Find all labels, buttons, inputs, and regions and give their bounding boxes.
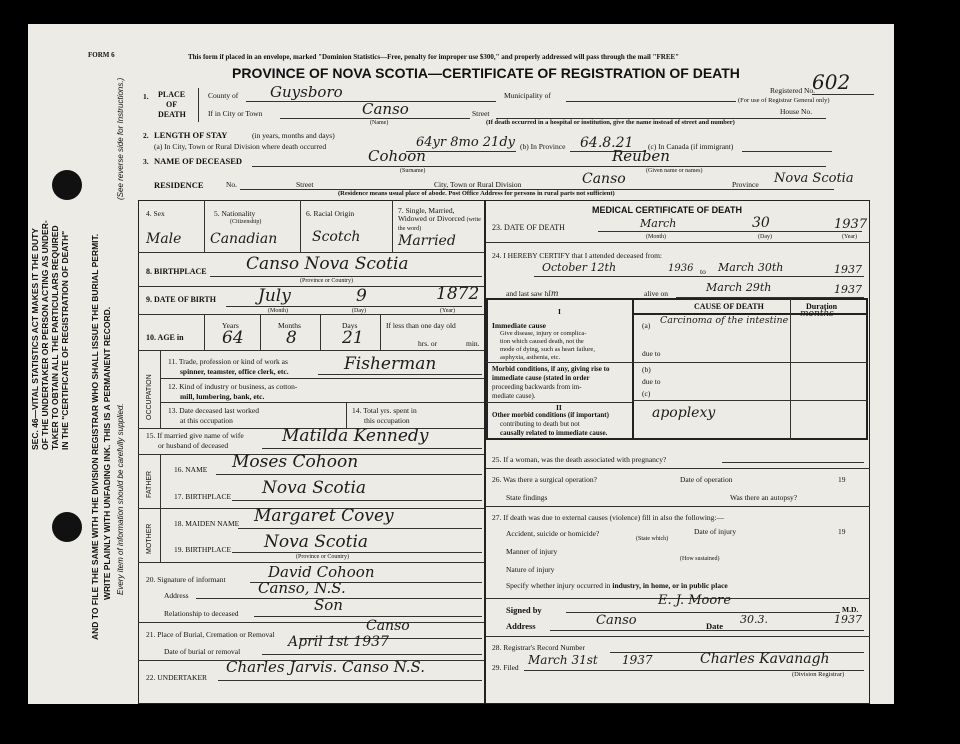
filed-label: 29. Filed [492, 663, 519, 672]
attended-from-value: October 12th [542, 261, 617, 274]
stay-a-value: 64yr 8mo 21dy [416, 135, 515, 150]
last-worked-label-2: at this occupation [180, 416, 233, 425]
cause-a-duration: months [800, 309, 834, 319]
morbid-label-4: mediate cause). [492, 392, 536, 400]
nature-of-injury-label: Nature of injury [506, 565, 555, 574]
birthplace-value: Canso Nova Scotia [246, 254, 409, 274]
residence-label: RESIDENCE [154, 180, 204, 190]
immediate-help-4: asphyxia, asthenia, etc. [500, 354, 561, 361]
county-value: Guysboro [270, 83, 343, 101]
accident-label: Accident, suicide or homicide? [506, 529, 600, 538]
signed-address-label: Address [506, 621, 536, 631]
morbid-label-2 [492, 375, 590, 382]
side-instruction-6: WRITE PLAINLY WITH UNFADING INK. THIS IS A PERMANENT RECORD. [102, 306, 112, 600]
total-years-label-2: this occupation [364, 416, 410, 425]
death-year-hint: (Year) [842, 234, 858, 240]
signed-date-label: Date [706, 621, 723, 631]
undertaker-label: 22. UNDERTAKER [146, 673, 208, 682]
postal-note: This form if placed in an envelope, marked "Dominion Statistics—Free, penalty for improper use $300," and properly addressed will pass through the mail "FREE" [188, 53, 680, 61]
mother-name-value: Margaret Covey [254, 506, 394, 526]
immediate-help-3: mode of dying, such as heart failure, [500, 346, 595, 353]
residence-no-label: No. [226, 180, 238, 189]
mother-birthplace-value: Nova Scotia [264, 532, 369, 552]
stay-num: 2. [143, 131, 149, 140]
dob-day-hint: (Day) [352, 308, 366, 314]
occupation-side-label: OCCUPATION [146, 374, 153, 420]
age-days-value: 21 [342, 328, 364, 348]
father-side-label: FATHER [146, 470, 153, 498]
attended-from-year: 1936 [668, 263, 694, 274]
other-label-3: causally related to immediate cause. [500, 429, 608, 437]
death-day: 30 [752, 215, 770, 231]
filed-value: March 31st [528, 653, 598, 667]
last-saw-year: 1937 [834, 283, 862, 296]
how-sustained-hint: (How sustained) [680, 556, 720, 562]
duration-label: Duration [806, 302, 838, 311]
street-label: Street [472, 109, 490, 118]
city-value: Canso [362, 100, 409, 118]
punch-hole-bottom [52, 512, 82, 542]
trade-label-2: spinner, teamster, office clerk, etc. [180, 367, 289, 376]
stay-b-label: (b) In Province [520, 142, 566, 151]
signed-by-value: E. J. Moore [658, 593, 732, 608]
spouse-value: Matilda Kennedy [282, 426, 429, 446]
burial-place-value: Canso [366, 618, 410, 634]
registrar-signature: Charles Kavanagh [700, 651, 830, 667]
residence-note: (Residence means usual place of abode. Post Office Address for persons in rural parts not sufficient) [338, 190, 615, 197]
age-days-label: Days [342, 321, 358, 330]
deceased-given-names: Reuben [612, 147, 670, 165]
last-saw-label-text: and last saw h [506, 289, 549, 298]
cause-ii-roman: II [556, 403, 562, 412]
mother-name-label: 18. MAIDEN NAME [174, 519, 240, 528]
dob-month: July [258, 286, 291, 306]
nationality-label: 5. Nationality [214, 209, 256, 218]
father-birthplace-label: 17. BIRTHPLACE [174, 492, 232, 501]
death-month-hint: (Month) [646, 234, 666, 240]
date-of-injury-label: Date of injury [694, 527, 737, 536]
side-instruction-4: IN THE "CERTIFICATE OF REGISTRATION OF DEATH" [60, 230, 70, 450]
immediate-help-2: tion which caused death, not the [500, 338, 584, 345]
dob-month-hint: (Month) [268, 308, 288, 314]
state-which-hint: (State which) [636, 536, 669, 542]
filed-year: 1937 [622, 653, 653, 667]
father-name-value: Moses Cohoon [232, 452, 359, 472]
other-label-2: contributing to death but not [500, 420, 580, 428]
father-name-label: 16. NAME [174, 465, 208, 474]
medical-title: MEDICAL CERTIFICATE OF DEATH [592, 205, 742, 215]
external-causes-label: 27. If death was due to external causes (violence) fill in also the following:— [492, 513, 725, 522]
relationship-label: Relationship to deceased [164, 609, 239, 618]
dob-year-hint: (Year) [440, 308, 456, 314]
place-label: PLACE [158, 90, 186, 99]
total-years-label: 14. Total yrs. spent in [352, 406, 417, 415]
date-of-death-label: 23. DATE OF DEATH [492, 223, 565, 232]
side-instruction-7: Every item of information should be carefully supplied. [116, 403, 125, 595]
cause-title: CAUSE OF DEATH [694, 302, 764, 311]
residence-province-label: Province [732, 180, 759, 189]
father-birthplace-value: Nova Scotia [262, 478, 367, 498]
sex-value: Male [146, 231, 182, 247]
morbid-label-1: Morbid conditions, if any, giving rise to [492, 365, 610, 373]
informant-address-label: Address [164, 591, 189, 600]
industry-label: 12. Kind of industry or business, as cotton- [168, 382, 298, 391]
immediate-help-1: Give disease, injury or complica- [500, 330, 587, 337]
signed-date-year: 1937 [834, 613, 862, 626]
death-year: 1937 [834, 217, 868, 232]
side-instruction-3: TAKER TO OBTAIN ALL THE PARTICULARS REQUIRED [50, 225, 60, 450]
racial-origin-value: Scotch [312, 229, 361, 245]
injury-year-prefix: 19 [838, 527, 846, 536]
place-num: 1. [143, 92, 149, 101]
due-to-1: due to [642, 349, 661, 358]
date-of-operation-label: Date of operation [680, 475, 733, 484]
side-instruction-8: (See reverse side for Instructions.) [116, 77, 125, 200]
spouse-label: 15. If married give name of wife [146, 431, 244, 440]
min-label: min. [466, 339, 480, 348]
last-saw-value: March 29th [706, 281, 772, 294]
specify-label-text: Specify whether injury occurred in [506, 581, 611, 590]
state-findings-label: State findings [506, 493, 548, 502]
alive-on-label: alive on [644, 289, 668, 298]
racial-origin-label: 6. Racial Origin [306, 209, 355, 218]
mother-side-label: MOTHER [146, 523, 153, 554]
death-month: March [640, 217, 677, 230]
last-worked-label: 13. Date deceased last worked [168, 406, 260, 415]
side-instruction-2: OF THE UNDERTAKER OR PERSON ACTING AS UNDER- [40, 220, 50, 450]
stay-label: LENGTH OF STAY [154, 130, 228, 140]
punch-hole-top [52, 170, 82, 200]
burial-label: 21. Place of Burial, Cremation or Removal [146, 630, 275, 639]
county-label: County of [208, 91, 239, 100]
informant-value: David Cohoon [268, 563, 375, 581]
burial-date-value: April 1st 1937 [288, 634, 389, 650]
name-hint: (Name) [370, 120, 389, 126]
trade-label: 11. Trade, profession or kind of work as [168, 357, 288, 366]
manner-of-injury-label: Manner of injury [506, 547, 558, 556]
house-no-label: House No. [780, 107, 813, 116]
specify-label [506, 582, 728, 590]
residence-province-value: Nova Scotia [774, 171, 854, 186]
age-years-label: Years [222, 321, 239, 330]
last-saw-him: im [548, 289, 559, 298]
cause-c-label: (c) [642, 389, 651, 398]
dob-year: 1872 [436, 284, 480, 304]
signed-by-label: Signed by [506, 605, 542, 615]
dob-day: 9 [356, 286, 367, 306]
residence-street-label: Street [296, 180, 314, 189]
less-than-one-day: If less than one day old [386, 321, 456, 330]
undertaker-value: Charles Jarvis. Canso N.S. [226, 658, 426, 676]
registrar-note: (For use of Registrar General only) [738, 97, 830, 104]
sex-label: 4. Sex [146, 209, 165, 218]
marital-label [398, 207, 482, 233]
nationality-value: Canadian [210, 231, 278, 247]
age-months-label: Months [278, 321, 301, 330]
place-label-death: DEATH [158, 110, 186, 119]
place-label-of: OF [166, 100, 178, 109]
dob-label: 9. DATE OF BIRTH [146, 295, 216, 304]
division-registrar-hint: (Division Registrar) [792, 671, 845, 678]
marital-hint: (write the word) [398, 217, 481, 232]
morbid-label-2-text: immediate cause (stated in order [492, 374, 590, 382]
deceased-surname: Cohoon [368, 147, 426, 165]
record-number-label: 28. Registrar's Record Number [492, 643, 585, 652]
marital-value: Married [398, 233, 456, 249]
registered-no-label: Registered No. [770, 86, 815, 95]
stay-a-label: (a) In City, Town or Rural Division where death occurred [154, 142, 327, 151]
other-cause-value: apoplexy [652, 405, 716, 421]
industry-label-2: mill, lumbering, bank, etc. [180, 392, 265, 401]
burial-date-label: Date of burial or removal [164, 647, 241, 656]
attended-to-value: March 30th [718, 261, 784, 274]
municipality-label: Municipality of [504, 91, 551, 100]
age-label: 10. AGE in [146, 333, 184, 342]
age-years-value: 64 [222, 328, 244, 348]
due-to-2: due to [642, 377, 661, 386]
marital-label-text: 7. Single, Married, Widowed or Divorced [398, 206, 465, 223]
attended-to-label: to [700, 267, 706, 276]
surname-hint: (Surname) [400, 168, 426, 174]
nationality-hint: (Citizenship) [230, 219, 262, 225]
hrs-label: hrs. or [418, 339, 438, 348]
registered-no-value: 602 [812, 70, 851, 94]
deceased-num: 3. [143, 157, 149, 166]
specify-options: industry, in home, or in public place [612, 581, 728, 590]
spouse-label-2: or husband of deceased [158, 441, 229, 450]
trade-value: Fisherman [344, 354, 437, 374]
cause-i-roman: I [558, 307, 561, 316]
mother-birthplace-label: 19. BIRTHPLACE [174, 545, 232, 554]
deceased-label: NAME OF DECEASED [154, 156, 242, 166]
form-number: FORM 6 [88, 51, 115, 59]
informant-address-value: Canso, N.S. [258, 579, 346, 597]
stay-b-value: 64.8.21 [580, 135, 634, 151]
residence-city-value: Canso [582, 171, 626, 187]
mother-country-hint: (Province or Country) [296, 554, 349, 560]
given-hint: (Given name or names) [646, 168, 703, 174]
operation-year-prefix: 19 [838, 475, 846, 484]
relationship-value: Son [314, 596, 343, 614]
immediate-cause-label: Immediate cause [492, 321, 546, 330]
cause-a-label: (a) [642, 321, 651, 330]
signed-address-value: Canso [596, 613, 637, 628]
signed-date-value: 30.3. [740, 613, 768, 626]
surgery-label: 26. Was there a surgical operation? [492, 475, 597, 484]
morbid-label-3: proceeding backwards from im- [492, 383, 582, 391]
death-day-hint: (Day) [758, 234, 772, 240]
autopsy-label: Was there an autopsy? [730, 493, 798, 502]
informant-label: 20. Signature of informant [146, 575, 226, 584]
side-instruction-1: SEC. 46—VITAL STATISTICS ACT MAKES IT THE DUTY [30, 228, 40, 450]
last-saw-label [506, 290, 558, 298]
other-label-1: Other morbid conditions (if important) [492, 411, 609, 419]
side-instruction-5: AND TO FILE THE SAME WITH THE DIVISION REGISTRAR WHO SHALL ISSUE THE BURIAL PERMIT. [90, 233, 100, 640]
certify-label: 24. I HEREBY CERTIFY that I attended deceased from: [492, 251, 662, 260]
city-label: If in City or Town [208, 109, 263, 118]
residence-city-label: City, Town or Rural Division [434, 180, 522, 189]
hospital-note: (If death occurred in a hospital or institution, give the name instead of street and number) [486, 119, 735, 126]
certificate-title: PROVINCE OF NOVA SCOTIA—CERTIFICATE OF REGISTRATION OF DEATH [232, 65, 740, 81]
birthplace-label: 8. BIRTHPLACE [146, 267, 207, 276]
cause-a-value: Carcinoma of the intestine [660, 315, 789, 326]
birthplace-hint: (Province or Country) [300, 278, 353, 284]
cause-b-label: (b) [642, 365, 651, 374]
md-label: M.D. [842, 605, 859, 614]
pregnancy-label: 25. If a woman, was the death associated with pregnancy? [492, 455, 667, 464]
attended-to-year: 1937 [834, 263, 862, 276]
age-months-value: 8 [286, 328, 297, 348]
stay-hint: (in years, months and days) [252, 131, 335, 140]
stay-c-label: (c) In Canada (if immigrant) [648, 142, 734, 151]
